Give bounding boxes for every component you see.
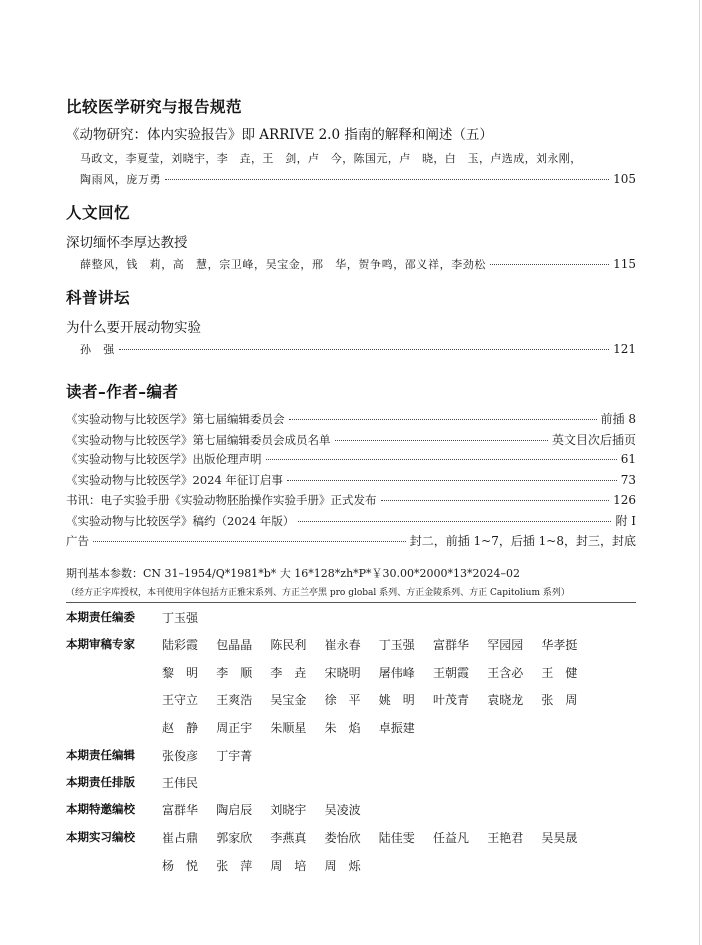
article-authors: 孙 强 [80,343,115,356]
staff-name: 王艳君 [487,831,524,845]
staff-name: 富群华 [162,803,199,817]
article-authors-line1: 马政文，李夏莹，刘晓宇，李 垚，王 剑，卢 今，陈国元，卢 晓，白 玉，卢选成，刘永刚， [80,152,582,165]
dot-leader [165,179,609,180]
staff-name: 屠伟峰 [378,665,415,680]
staff-role-label: 本期审稿专家 [66,637,135,651]
dot-leader [287,480,617,481]
staff-name: 张 萍 [216,858,253,873]
staff-name: 娄怡欣 [324,831,361,845]
staff-name: 崔占鼎 [162,831,199,845]
article-title-animal-experiments[interactable]: 为什么要开展动物实验 [66,320,201,336]
staff-name: 张 周 [541,693,578,707]
toc-entry[interactable] [66,512,636,529]
journal-params: 期刊基本参数：CN 31–1954/Q*1981*b* 大 16*128*zh*P*￥30.00*2000*13*2024–02 [66,567,521,580]
staff-name: 丁宇菁 [216,749,253,763]
section-title-comparative-medicine: 比较医学研究与报告规范 [66,98,243,116]
page-number: 封二，前插 1~7，后插 1~8，封三，封底 [409,534,636,548]
staff-name: 李 垚 [270,665,307,680]
page-number: 73 [620,473,636,487]
staff-name: 陶启辰 [216,803,253,817]
staff-role-label: 本期实习编校 [66,830,135,844]
staff-name: 华孝挺 [541,638,578,652]
toc-entry-animal-experiments[interactable] [80,341,636,357]
staff-name: 宋晓明 [324,665,361,680]
entry-text: 《实验动物与比较医学》第七届编辑委员会 [66,412,285,426]
staff-role-label: 本期责任编委 [66,610,135,624]
staff-name: 张俊彦 [162,749,199,763]
article-authors: 薛整风，钱 莉，高 慧，宗卫峰，吴宝金，邢 华，贺争鸣，邵义祥，李劲松 [80,258,486,271]
staff-name: 王伟民 [162,776,199,790]
font-license-note: （经方正字库授权，本刊使用字体包括方正雅宋系列、方正兰亭黑 pro global 系列、方正金陵系列、方正 Capitolium 系列） [66,588,570,598]
section-title-humanities: 人文回忆 [66,204,131,222]
toc-entry-memorial[interactable] [80,256,636,272]
staff-name: 李 顺 [216,665,253,680]
staff-name: 刘晓宇 [270,803,307,817]
toc-entry[interactable] [66,472,636,488]
staff-name: 叶茂青 [433,693,470,707]
divider [66,602,636,603]
staff-name: 陈民利 [270,638,307,652]
staff-name: 王朝霞 [433,665,470,680]
staff-name: 任益凡 [433,831,470,845]
staff-name: 王 健 [541,665,578,680]
staff-name: 包晶晶 [216,638,253,652]
page-number: 附 I [615,514,636,528]
page-number: 英文目次后插页 [551,433,636,447]
staff-name: 朱 焰 [324,720,361,735]
entry-text: 广告 [66,534,89,548]
dot-leader [298,521,611,522]
dot-leader [266,459,617,460]
staff-name: 朱顺星 [270,720,307,735]
page-number: 115 [613,257,636,271]
dot-leader [490,264,609,265]
staff-name: 李燕真 [270,831,307,845]
staff-name: 吴宝金 [270,693,307,707]
page-number: 126 [613,493,636,507]
entry-text: 《实验动物与比较医学》出版伦理声明 [66,452,262,466]
toc-entry[interactable] [66,492,636,508]
dot-leader [335,440,548,441]
page-number: 61 [620,452,636,466]
toc-entry[interactable] [66,532,636,549]
page-number: 121 [613,342,636,356]
section-title-popular-science: 科普讲坛 [66,289,131,307]
staff-name: 吴凌波 [324,803,361,817]
toc-entry[interactable] [66,431,636,448]
staff-role-label: 本期责任排版 [66,775,135,789]
staff-name: 王含必 [487,665,524,680]
staff-name: 吴昊晟 [541,831,578,845]
entry-text: 书讯：电子实验手册《实验动物胚胎操作实验手册》正式发布 [66,493,377,507]
page-number: 前插 8 [600,412,636,426]
staff-name: 富群华 [433,638,470,652]
toc-entry[interactable] [66,451,636,467]
staff-name: 黎 明 [162,665,199,680]
staff-name: 王爽浩 [216,693,253,707]
staff-name: 周正宇 [216,720,253,735]
staff-name: 徐 平 [324,693,361,707]
staff-name: 陆佳雯 [378,831,415,845]
dot-leader [289,419,597,420]
staff-name: 郭家欣 [216,831,253,845]
staff-name: 周 烁 [324,858,361,873]
staff-name: 崔永春 [324,638,361,652]
entry-text: 《实验动物与比较医学》第七届编辑委员会成员名单 [66,433,331,447]
article-authors-line2: 陶雨风，庞万勇 [80,173,162,186]
staff-name: 陆彩霞 [162,638,199,652]
staff-name: 杨 悦 [162,858,199,873]
page-number: 105 [613,172,636,186]
staff-role-label: 本期特邀编校 [66,802,135,816]
staff-name: 丁玉强 [162,611,199,625]
staff-name: 袁晓龙 [487,693,524,707]
toc-entry[interactable] [66,410,636,427]
staff-name: 罕园园 [487,638,524,652]
dot-leader [93,541,406,542]
staff-name: 姚 明 [378,693,415,707]
dot-leader [381,500,610,501]
staff-name: 赵 静 [162,720,199,735]
section-title-reader-author-editor: 读者–作者–编者 [66,383,179,401]
entry-text: 《实验动物与比较医学》稿约（2024 年版） [66,514,295,528]
staff-name: 周 培 [270,858,307,873]
page-edge [699,0,700,945]
staff-name: 卓振建 [378,720,415,735]
toc-entry-arrive[interactable] [80,171,636,187]
dot-leader [119,349,609,350]
entry-text: 《实验动物与比较医学》2024 年征订启事 [66,473,283,487]
staff-role-label: 本期责任编辑 [66,748,135,762]
staff-name: 丁玉强 [378,638,415,652]
article-title-memorial[interactable]: 深切缅怀李厚达教授 [66,235,188,251]
staff-name: 王守立 [162,693,199,707]
article-title-arrive[interactable]: 《动物研究：体内实验报告》即 ARRIVE 2.0 指南的解释和阐述（五） [66,127,493,143]
